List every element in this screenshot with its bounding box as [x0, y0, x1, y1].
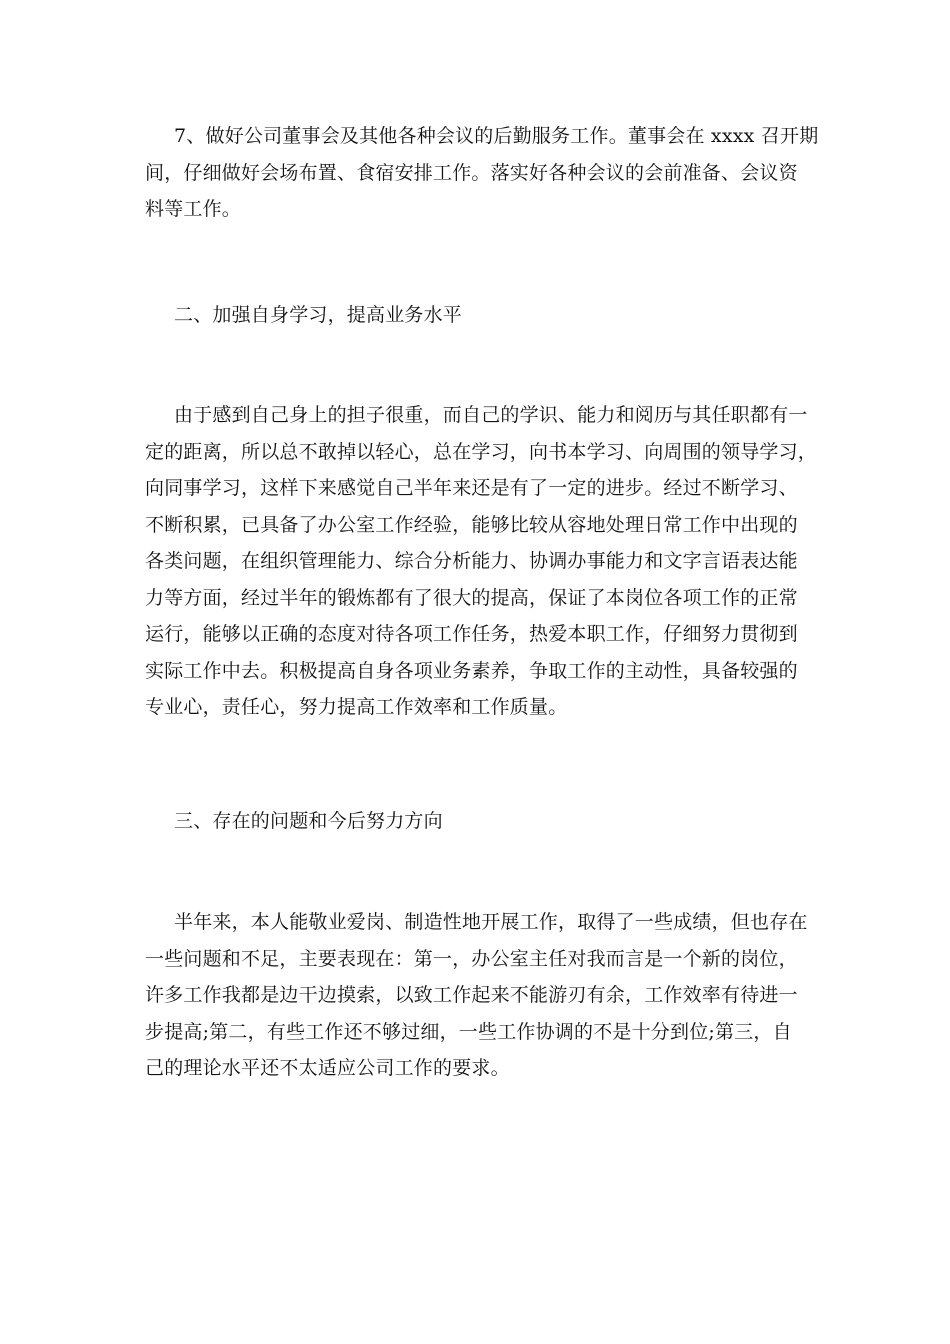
- text-line: 间，仔细做好会场布置、食宿安排工作。落实好各种会议的会前准备、会议资: [145, 161, 798, 184]
- section-heading-3: 三、存在的问题和今后努力方向: [174, 810, 443, 832]
- text-line: 各类问题，在组织管理能力、综合分析能力、协调办事能力和文字言语表达能: [145, 550, 798, 572]
- paragraph-item-7: [145, 118, 819, 228]
- text-line: 定的距离，所以总不敢掉以轻心，总在学习，向书本学习、向周围的领导学习，: [145, 440, 818, 463]
- text-line: 向同事学习，这样下来感觉自己半年来还是有了一定的进步。经过不断学习、: [145, 477, 798, 499]
- paragraph-section-2: [145, 397, 818, 726]
- text-line: 运行，能够以正确的态度对待各项工作任务，热爱本职工作，仔细努力贯彻到: [145, 623, 798, 645]
- text-line: 力等方面，经过半年的锻炼都有了很大的提高，保证了本岗位各项工作的正常: [145, 586, 798, 609]
- paragraph-section-3: [145, 904, 810, 1087]
- text-line: 己的理论水平还不太适应公司工作的要求。: [145, 1057, 510, 1079]
- text-line: 专业心，责任心，努力提高工作效率和工作质量。: [145, 696, 568, 718]
- text-line: 一些问题和不足，主要表现在：第一，办公室主任对我而言是一个新的岗位，: [145, 947, 798, 970]
- section-heading-2: 二、加强自身学习，提高业务水平: [174, 304, 463, 326]
- text-line: 由于感到自己身上的担子很重，而自己的学识、能力和阅历与其任职都有一: [174, 404, 808, 426]
- text-line: 料等工作。: [145, 198, 242, 220]
- text-line: 半年来，本人能敬业爱岗、制造性地开展工作，取得了一些成绩，但也存在: [174, 911, 808, 933]
- text-line: 许多工作我都是边干边摸索，以致工作起来不能游刃有余，工作效率有待进一: [145, 984, 798, 1006]
- text-line: 7、做好公司董事会及其他各种会议的后勤服务工作。董事会在 xxxx 召开期: [174, 125, 819, 147]
- text-line: 不断积累，已具备了办公室工作经验，能够比较从容地处理日常工作中出现的: [145, 513, 798, 536]
- text-line: 步提高;第二，有些工作还不够过细，一些工作协调的不是十分到位;第三，自: [145, 1020, 792, 1043]
- text-line: 实际工作中去。积极提高自身各项业务素养，争取工作的主动性，具备较强的: [145, 659, 798, 682]
